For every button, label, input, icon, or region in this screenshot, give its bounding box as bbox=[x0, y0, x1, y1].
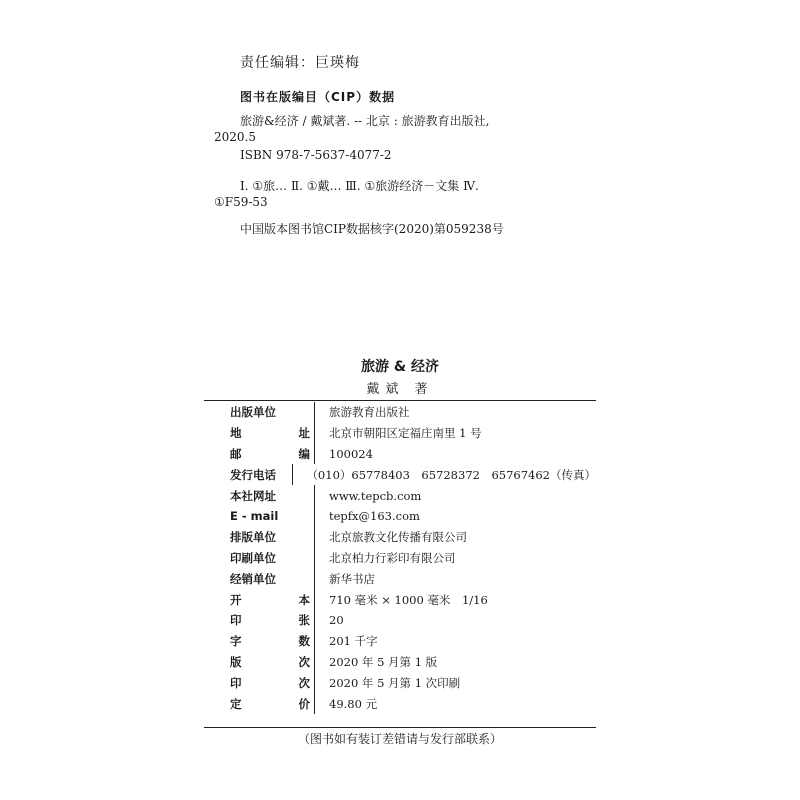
info-row bbox=[204, 444, 596, 465]
info-row bbox=[204, 527, 596, 548]
info-label: 印刷单位 bbox=[230, 550, 276, 565]
info-row bbox=[204, 693, 596, 714]
info-label: 开 本 bbox=[230, 592, 310, 607]
info-row bbox=[204, 610, 596, 631]
info-row bbox=[204, 423, 596, 444]
publication-info-table bbox=[204, 402, 596, 714]
cip-line: ①F59-53 bbox=[214, 195, 268, 209]
cip-heading: 图书在版编目（CIP）数据 bbox=[240, 90, 396, 104]
info-label: 邮 编 bbox=[230, 446, 310, 461]
info-value: 旅游教育出版社 bbox=[329, 405, 410, 420]
info-value: 北京柏力行彩印有限公司 bbox=[329, 550, 456, 565]
info-label: 印 次 bbox=[230, 675, 310, 690]
cip-line: 中国版本图书馆CIP数据核字(2020)第059238号 bbox=[240, 222, 504, 236]
info-label: 字 数 bbox=[230, 634, 310, 649]
bottom-rule bbox=[204, 727, 596, 728]
info-label: E - mail bbox=[230, 509, 279, 524]
info-row bbox=[204, 464, 596, 485]
binding-note: （图书如有装订差错请与发行部联系） bbox=[297, 732, 502, 746]
responsible-editor: 责任编辑：巨瑛梅 bbox=[240, 55, 360, 71]
book-author: 戴斌 著 bbox=[366, 382, 434, 397]
info-value: 49.80 元 bbox=[329, 696, 378, 711]
info-value: 201 千字 bbox=[329, 634, 378, 649]
info-label: 地 址 bbox=[230, 426, 310, 441]
info-row bbox=[204, 631, 596, 652]
info-label: 印 张 bbox=[230, 613, 310, 628]
info-row bbox=[204, 548, 596, 569]
cip-line: ISBN 978-7-5637-4077-2 bbox=[240, 148, 392, 162]
top-rule bbox=[204, 400, 596, 401]
info-value: 20 bbox=[329, 613, 344, 628]
info-value: 2020 年 5 月第 1 版 bbox=[329, 654, 438, 669]
info-row bbox=[204, 652, 596, 673]
info-value: 北京旅教文化传播有限公司 bbox=[329, 530, 467, 545]
info-row bbox=[204, 402, 596, 423]
info-row bbox=[204, 672, 596, 693]
info-value: 新华书店 bbox=[329, 571, 375, 586]
info-value: （010）65778403 65728372 65767462（传真） bbox=[306, 467, 596, 482]
cip-line: Ⅰ. ①旅… Ⅱ. ①戴… Ⅲ. ①旅游经济－文集 Ⅳ. bbox=[240, 179, 479, 193]
info-label: 版 次 bbox=[230, 654, 310, 669]
info-row bbox=[204, 506, 596, 527]
info-label: 发行电话 bbox=[230, 467, 276, 482]
info-value: 100024 bbox=[329, 446, 373, 461]
info-label: 经销单位 bbox=[230, 571, 276, 586]
book-title: 旅游 & 经济 bbox=[361, 359, 439, 375]
info-value: 2020 年 5 月第 1 次印刷 bbox=[329, 675, 461, 690]
info-label: 本社网址 bbox=[230, 488, 276, 503]
info-label: 定 价 bbox=[230, 696, 310, 711]
info-row bbox=[204, 568, 596, 589]
info-value: www.tepcb.com bbox=[329, 488, 422, 503]
cip-line: 旅游&经济 / 戴斌著. -- 北京 : 旅游教育出版社, bbox=[240, 114, 490, 128]
info-value: 710 毫米 × 1000 毫米 1/16 bbox=[329, 592, 488, 607]
cip-line: 2020.5 bbox=[214, 130, 256, 144]
info-label: 排版单位 bbox=[230, 530, 276, 545]
info-row bbox=[204, 485, 596, 506]
info-label: 出版单位 bbox=[230, 405, 276, 420]
info-row bbox=[204, 589, 596, 610]
info-value: tepfx@163.com bbox=[329, 509, 420, 524]
info-value: 北京市朝阳区定福庄南里 1 号 bbox=[329, 426, 482, 441]
